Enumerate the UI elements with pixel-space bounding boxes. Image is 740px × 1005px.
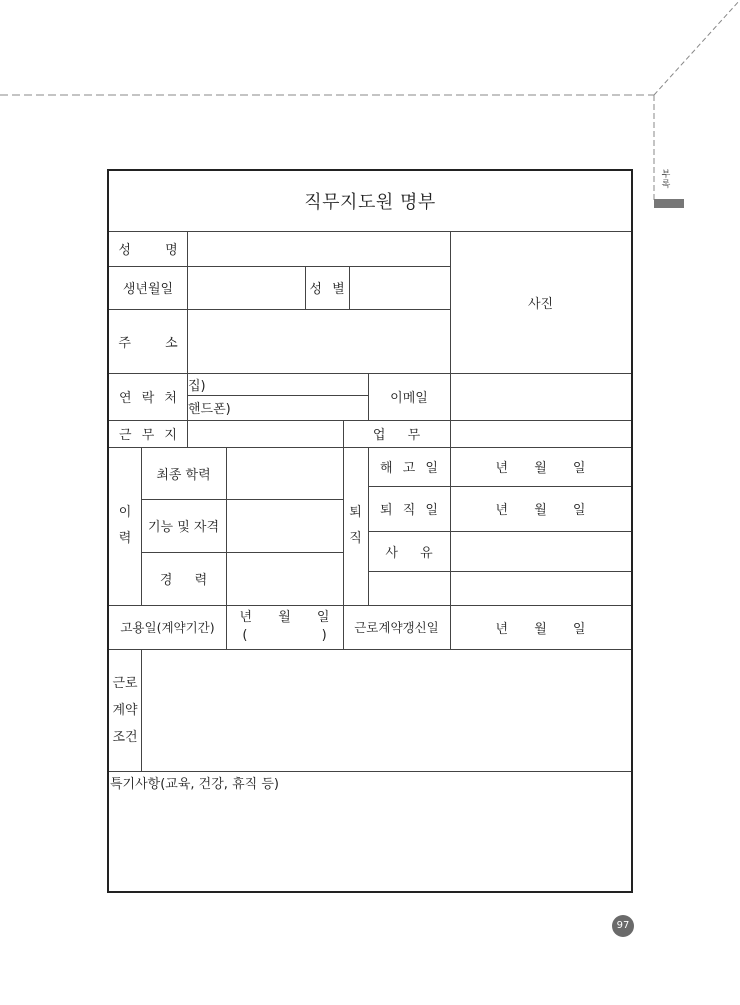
email-label: 이메일 (390, 391, 428, 406)
row-divider (368, 571, 631, 572)
side-tab-bar (654, 199, 684, 208)
mobile-phone-label: 핸드폰) (188, 402, 231, 417)
retire-date-format: 년 월 일 (495, 503, 586, 518)
notes-label: 특기사항(교육, 건강, 휴직 등) (110, 777, 279, 792)
dismissal-date-label: 해 고 일 (380, 461, 438, 476)
conditions-label-line: 조건 (112, 729, 138, 745)
renewal-date-format: 년 월 일 (495, 621, 586, 637)
photo-box: 사진 (527, 296, 554, 312)
conditions-label-line: 근로 (112, 675, 138, 691)
mentor-registry-form (107, 169, 633, 893)
employment-date-format (226, 605, 343, 649)
gender-label: 성 별 (309, 282, 345, 297)
retire-date-label: 퇴 직 일 (380, 503, 438, 518)
dismissal-date-format: 년 월 일 (495, 461, 586, 476)
reason-label: 사 유 (385, 545, 433, 561)
home-phone-label: 집) (188, 378, 206, 394)
employment-date-value: 년 월 일 (239, 610, 330, 625)
page-number: 97 (612, 915, 634, 937)
history-label-char: 이 (118, 505, 132, 520)
career-label: 경 력 (159, 573, 208, 588)
contact-label: 연 락 처 (119, 391, 177, 406)
col-divider (349, 266, 350, 309)
employment-date-label: 고용일(계약기간) (120, 620, 215, 635)
row-divider (109, 771, 631, 772)
education-label: 최종 학력 (156, 467, 211, 483)
duty-label: 업 무 (372, 428, 421, 443)
contract-period-value: ( ) (242, 628, 327, 643)
conditions-label-line: 계약 (112, 702, 138, 718)
retirement-label-char: 직 (349, 531, 362, 546)
col-divider (141, 649, 142, 771)
col-divider (450, 373, 451, 447)
conditions-label (109, 649, 141, 771)
retirement-label-char: 퇴 (349, 505, 362, 520)
retirement-label (343, 447, 368, 605)
skills-label: 기능 및 자격 (147, 520, 220, 535)
col-divider (226, 447, 227, 605)
side-tab-label: 부록 (661, 170, 671, 190)
birth-label: 생년월일 (122, 282, 174, 297)
row-divider (109, 649, 631, 650)
col-divider (187, 231, 188, 374)
form-title: 직무지도원 명부 (304, 192, 436, 213)
history-label-char: 력 (118, 531, 132, 546)
renewal-date-label: 근로계약갱신일 (354, 620, 439, 635)
name-label: 성 명 (118, 243, 178, 258)
history-label (109, 447, 141, 605)
workplace-label: 근 무 지 (119, 428, 177, 443)
address-label: 주 소 (118, 335, 178, 351)
col-divider (187, 420, 188, 447)
